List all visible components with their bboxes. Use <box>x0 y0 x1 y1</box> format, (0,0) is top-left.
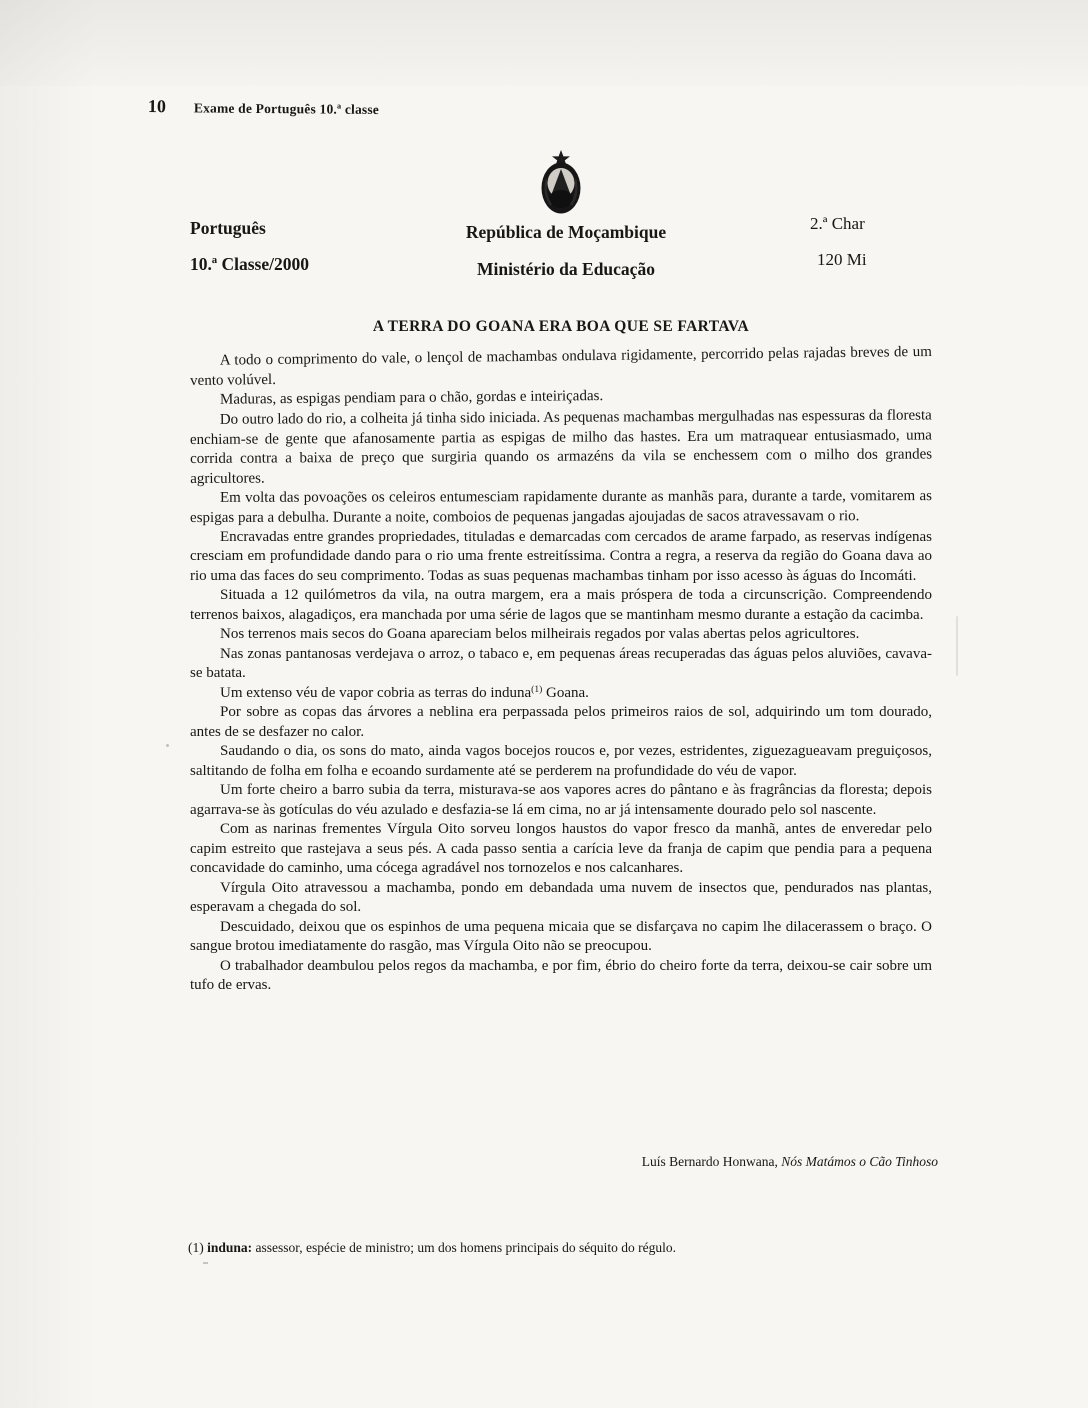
footnote-definition: assessor, espécie de ministro; um dos homens principais do séquito do régulo. <box>252 1240 677 1255</box>
running-title: Exame de Português 10.ª classe <box>193 100 380 118</box>
exam-duration-label: 120 Mi <box>817 250 867 269</box>
exam-header-center <box>22 214 1088 288</box>
country-label: República de Moçambique <box>465 222 667 242</box>
footnote-reference: (1) <box>531 684 543 695</box>
subject-label: Português <box>190 218 266 238</box>
body-paragraph: Encravadas entre grandes propriedades, tituladas e demarcadas com cercados de arame farpado, as reservas indígenas cresciam em profundidade dando para o rio uma frente estreitíssima. Contra a regra, a reserva da região do Goana dava ao rio uma das faces do seu comprimento. Todas as suas pequenas machambas tinham por isso acesso às águas do Incomáti. <box>190 528 932 584</box>
body-paragraph: Situada a 12 quilómetros da vila, na outra margem, era a mais próspera de toda a circunscrição. Compreendendo terrenos baixos, alagadiços, era manchada por uma série de lagos que se mantinham mesmo durante a estação da cacimba. <box>190 587 932 623</box>
mozambique-coat-of-arms-icon <box>537 149 585 215</box>
body-paragraph: Por sobre as copas das árvores a neblina era perpassada pelos primeiros raios de sol, adquirindo um tom dourado, antes de se desfazer no calor. <box>190 704 932 740</box>
body-paragraph: Vírgula Oito atravessou a machamba, pondo em debandada uma nuvem de insectos que, pendurados nas plantas, esperavam a chegada do sol. <box>190 879 932 915</box>
body-paragraph: Em volta das povoações os celeiros entumesciam rapidamente durante as manhãs para, durante a tarde, vomitarem as espigas para a debulha. Durante a noite, comboios de pequenas jangadas ajoujadas de sacos atravessavam o rio. <box>190 487 932 525</box>
scan-artifact <box>203 1262 208 1264</box>
ministry-label: Ministério da Educação <box>477 259 655 279</box>
scan-artifact <box>166 744 169 747</box>
page-number: 10 <box>147 96 166 117</box>
class-year-label: 10.ª Classe/2000 <box>190 254 309 274</box>
body-paragraph: Do outro lado do rio, a colheita já tinha sido iniciada. As pequenas machambas mergulhadas nas espessuras da floresta enchiam-se de gente que afanosamente partia as espigas de milho das hastes. Era um matraquear entusiasmado, uma corrida contra a baixa de preço que surgiria quando os armazéns da vila se enchessem com o milho dos grandes agricultores. <box>189 406 933 486</box>
footnote-marker: (1) <box>188 1240 208 1255</box>
body-paragraph: Um extenso véu de vapor cobria as terras do induna$^{(1)}$ Goana. <box>220 684 589 701</box>
footnote-term: induna: <box>207 1240 253 1255</box>
attribution-author: Luís Bernardo Honwana, <box>641 1154 782 1169</box>
attribution-work-title: Nós Matámos o Cão Tinhoso <box>781 1154 938 1169</box>
footnote <box>188 1240 908 1256</box>
body-paragraph: Com as narinas frementes Vírgula Oito sorveu longos haustos do vapor fresco da manhã, antes de enveredar pelo capim estreito que rastejava a seus pés. A cada passo sentia a carícia leve da franja de capim que pendia para a pequena concavidade do caminho, uma cócega agradável nos tornozelos e nos calcanhares. <box>190 821 932 876</box>
body-paragraph: Descuidado, deixou que os espinhos de uma pequena micaia que se disfarçava no capim lhe dilacerassem o braço. O sangue brotou imediatamente do rasgão, mas Vírgula Oito não se preocupou. <box>190 918 932 954</box>
body-paragraph: Nos terrenos mais secos do Goana apareciam belos milheirais regados por valas abertas pelos agricultores. <box>220 626 860 642</box>
passage-title: A TERRA DO GOANA ERA BOA QUE SE FARTAVA <box>372 318 750 335</box>
body-paragraph: Maduras, as espigas pendiam para o chão, gordas e inteiriçadas. <box>219 388 604 408</box>
body-paragraph: Nas zonas pantanosas verdejava o arroz, o tabaco e, em pequenas áreas recuperadas das águas pelos aluviões, cavava-se batata. <box>190 645 932 681</box>
body-paragraph: Um forte cheiro a barro subia da terra, misturava-se aos vapores acres do pântano e às fragrâncias da floresta; depois agarrava-se às gotículas do véu azulado e desfazia-se lá em cima, no ar já intensamente dourado pelo sol nascente. <box>190 782 932 818</box>
scan-shading-top <box>0 0 1088 86</box>
body-paragraph: O trabalhador deambulou pelos regos da machamba, e por fim, ébrio do cheiro forte da terra, deixou-se cair sobre um tufo de ervas. <box>190 957 932 993</box>
running-head <box>148 96 379 119</box>
exam-call-label: 2.ª Char <box>810 214 865 233</box>
scan-artifact <box>956 616 958 676</box>
body-paragraph: Saudando o dia, os sons do mato, ainda vagos bocejos roucos e, por vezes, estridentes, ziguezagueavam preguiçosos, saltitando de folha em folha e ecoando surdamente até se perderem na profundidade do véu de vapor. <box>190 743 932 779</box>
exam-header-right <box>810 206 867 278</box>
body-paragraph: A todo o comprimento do vale, o lençol de machambas ondulava rigidamente, percorrido pelas rajadas breves de um vento volúvel. <box>190 343 932 389</box>
attribution-line <box>190 1154 938 1170</box>
reading-passage <box>189 343 933 996</box>
scan-shading-left <box>0 0 96 1408</box>
